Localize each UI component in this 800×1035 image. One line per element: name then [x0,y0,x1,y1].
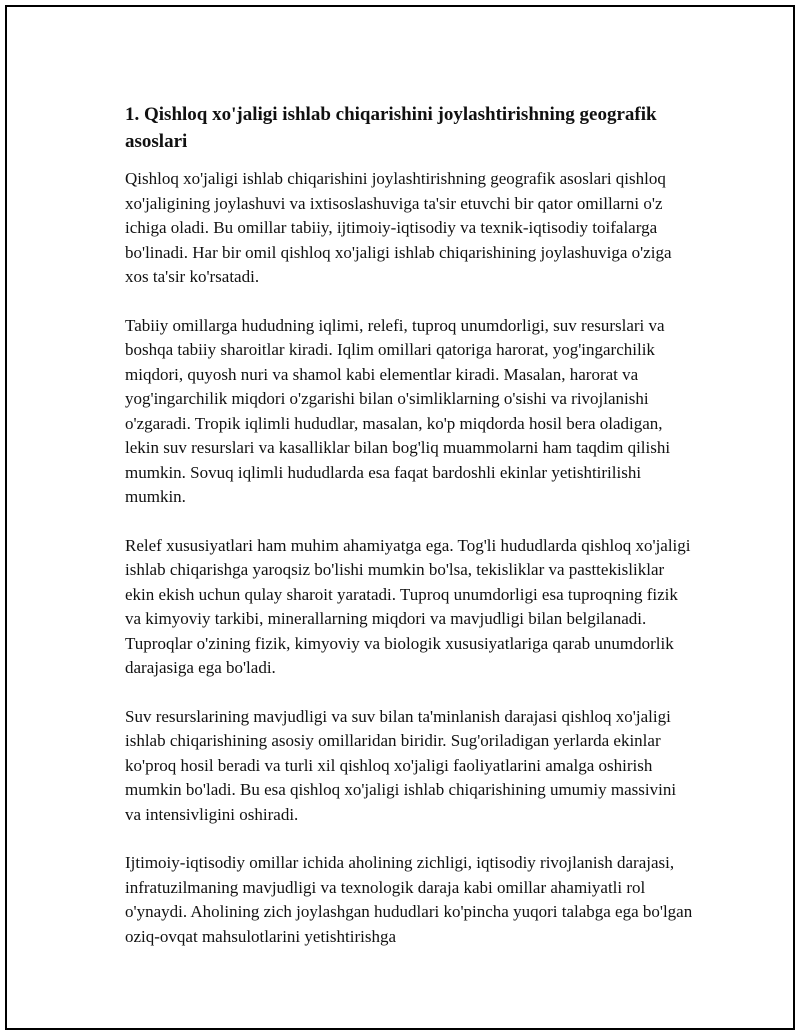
paragraph-intro: Qishloq xo'jaligi ishlab chiqarishini joylashtirishning geografik asoslari qishloq xo'jaligining joylashuvi va ixtisoslashuviga ta'sir etuvchi bir qator omillarni o'z ichiga oladi. Bu omillar tabiiy, ijtimoiy-iqtisodiy va texnik-iqtisodiy toifalarga bo'linadi. Har bir omil qishloq xo'jaligi ishlab chiqarishining joylashuviga o'ziga xos ta'sir ko'rsatadi. [125,169,672,286]
paragraph-water-resources: Suv resurslarining mavjudligi va suv bilan ta'minlanish darajasi qishloq xo'jaligi ishlab chiqarishining asosiy omillaridan biridir. Sug'oriladigan yerlarda ekinlar ko'proq hosil beradi va turli xil qishloq xo'jaligi faoliyatlarini amalga oshirish mumkin bo'ladi. Bu esa qishloq xo'jaligi ishlab chiqarishining umumiy massivini va intensivligini oshiradi. [125,706,677,824]
section-heading: 1. Qishloq xo'jaligi ishlab chiqarishini joylashtirishning geografik asoslari [125,104,657,152]
paragraph-natural-factors: Tabiiy omillarga hududning iqlimi, relefi, tuproq unumdorligi, suv resurslari va boshqa tabiiy sharoitlar kiradi. Iqlim omillari qatoriga harorat, yog'ingarchilik miqdori, quyosh nuri va shamol kabi elementlar kiradi. Masalan, harorat va yog'ingarchilik miqdori o'zgarishi bilan o'simliklarning o'sishi va rivojlanishi o'zgaradi. Tropik iqlimli hududlar, masalan, ko'p miqdorda hosil bera oladigan, lekin suv resurslari va kasalliklar bilan bog'liq muammolarni ham taqdim qilishi mumkin. Sovuq iqlimli hududlarda esa faqat bardoshli ekinlar yetishtirilishi mumkin. [125,315,671,506]
page-border [5,5,795,1030]
document-content [125,101,695,973]
paragraph-socioeconomic: Ijtimoiy-iqtisodiy omillar ichida aholining zichligi, iqtisodiy rivojlanish darajasi, infratuzilmaning mavjudligi va texnologik daraja kabi omillar ahamiyatli rol o'ynaydi. Aholining zich joylashgan hududlari ko'pincha yuqori talabga ega bo'lgan oziq-ovqat mahsulotlarini yetishtirishga [125,853,693,946]
paragraph-relief: Relef xususiyatlari ham muhim ahamiyatga ega. Tog'li hududlarda qishloq xo'jaligi ishlab chiqarishga yaroqsiz bo'lishi mumkin bo'lsa, tekisliklar va pasttekisliklar ekin ekish uchun qulay sharoit yaratadi. Tuproq unumdorligi esa tuproqning fizik va kimyoviy tarkibi, minerallarning miqdori va mavjudligi bilan belgilanadi. Tuproqlar o'zining fizik, kimyoviy va biologik xususiyatlariga qarab unumdorlik darajasiga ega bo'ladi. [125,535,691,677]
